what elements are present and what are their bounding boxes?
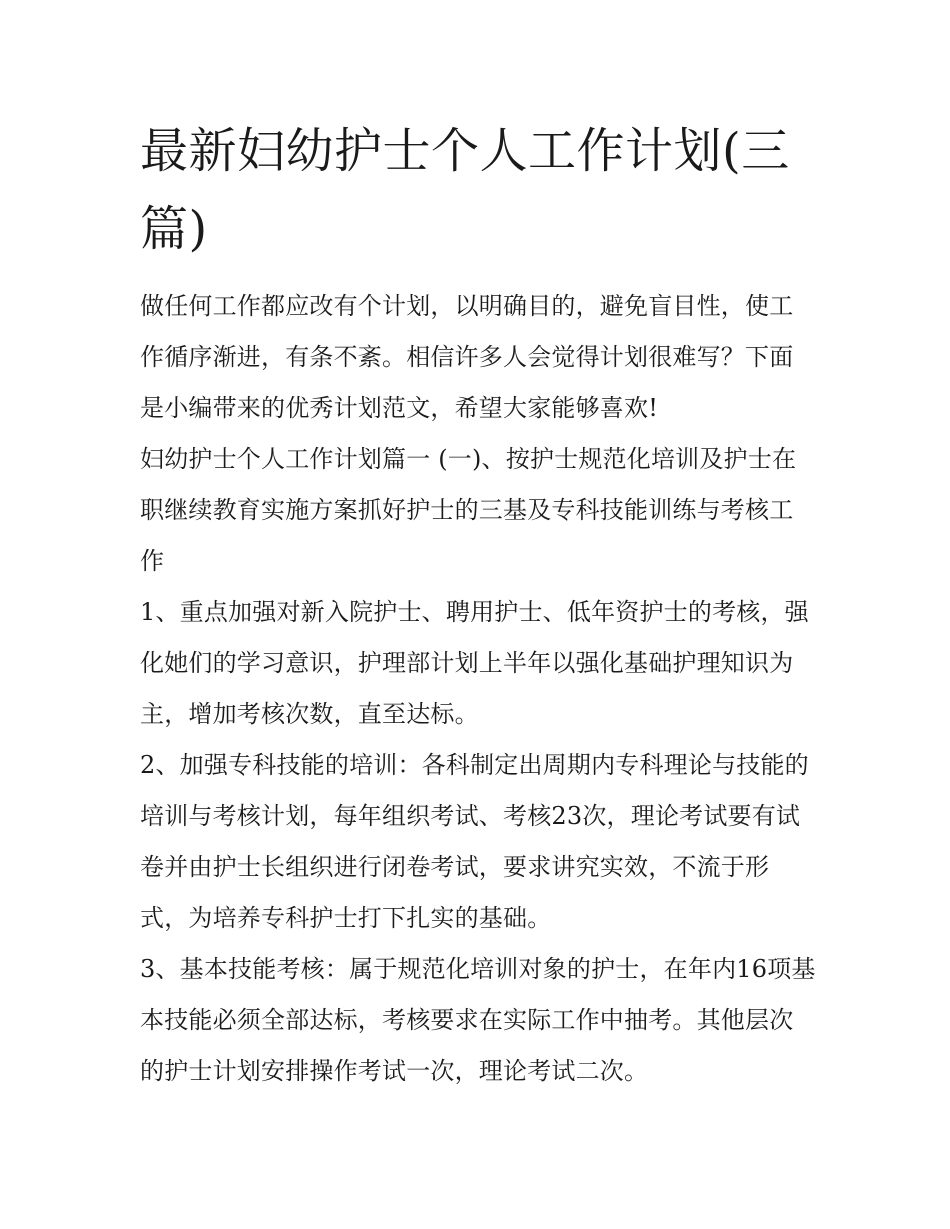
document-body	[140, 281, 816, 1097]
list-item-1: 1、重点加强对新入院护士、聘用护士、低年资护士的考核，强化她们的学习意识，护理部计划上半年以强化基础护理知识为主，增加考核次数，直至达标。	[140, 598, 809, 728]
list-item-2: 2、加强专科技能的培训：各科制定出周期内专科理论与技能的培训与考核计划，每年组织考试、考核23次，理论考试要有试卷并由护士长组织进行闭卷考试，要求讲究实效，不流于形式，为培养专科护士打下扎实的基础。	[140, 751, 809, 932]
list-item-3: 3、基本技能考核：属于规范化培训对象的护士，在年内16项基本技能必须全部达标，考核要求在实际工作中抽考。其他层次的护士计划安排操作考试一次，理论考试二次。	[140, 955, 816, 1085]
intro-paragraph: 做任何工作都应改有个计划，以明确目的，避免盲目性，使工作循序渐进，有条不紊。相信许多人会觉得计划很难写？下面是小编带来的优秀计划范文，希望大家能够喜欢!	[140, 292, 794, 422]
document-title: 最新妇幼护士个人工作计划(三篇)	[140, 123, 790, 257]
section-heading-paragraph: 妇幼护士个人工作计划篇一 (一)、按护士规范化培训及护士在职继续教育实施方案抓好护士的三基及专科技能训练与考核工作	[140, 445, 797, 575]
